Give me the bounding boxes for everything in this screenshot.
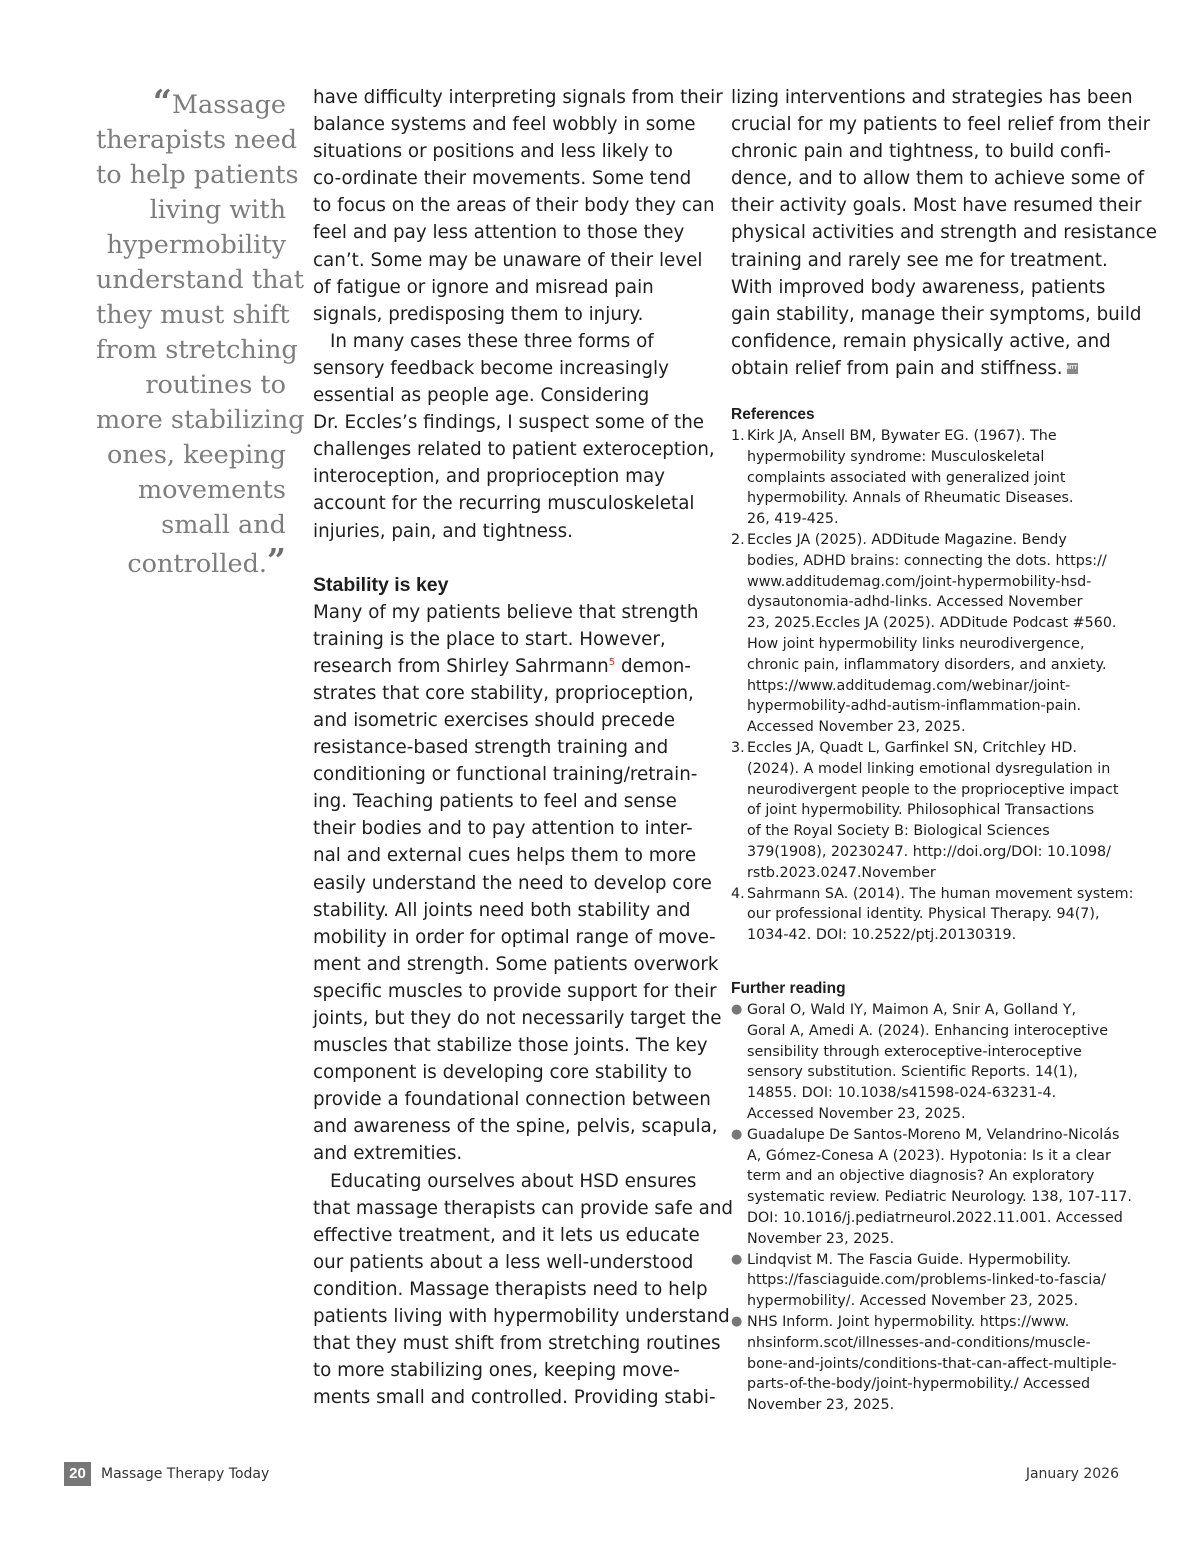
text-line: training and rarely see me for treatment. <box>731 249 1108 271</box>
reference-line: Accessed November 23, 2025. <box>747 719 966 736</box>
closing-paragraph <box>731 84 1157 382</box>
text-line: challenges related to patient exteroception, <box>313 439 715 461</box>
pull-quote-line: from stretching <box>96 335 298 365</box>
text-line: effective treatment, and it lets us educate <box>313 1224 700 1246</box>
reference-line: sensory substitution. Scientific Reports. 14(1), <box>747 1064 1078 1081</box>
further-reading-item <box>731 1000 1123 1125</box>
reference-link-line[interactable]: hypermobility-adhd-autism-inflammation-pain. <box>747 698 1082 715</box>
reference-number: 3. <box>731 739 745 756</box>
reference-line: hypermobility/. Accessed November 23, 2025. <box>747 1293 1079 1310</box>
reference-line: (2024). A model linking emotional dysregulation in <box>747 760 1111 777</box>
reference-line: chronic pain, inflammatory disorders, and anxiety. <box>747 656 1107 673</box>
further-reading-item <box>731 1125 1132 1250</box>
text-line: ing. Teaching patients to feel and sense <box>313 791 677 813</box>
reference-link-line[interactable]: www.additudemag.com/joint-hypermobility-hsd- <box>747 573 1092 590</box>
pull-quote-line: more stabilizing <box>96 405 305 435</box>
text-line: to more stabilizing ones, keeping move- <box>313 1360 680 1382</box>
text-line: and extremities. <box>313 1143 463 1165</box>
reference-link-line[interactable]: rstb.2023.0247.November <box>747 864 936 881</box>
pull-quote-line: small and <box>161 510 286 540</box>
paragraph-3 <box>313 599 722 1168</box>
text-line: chronic pain and tightness, to build confi- <box>731 141 1111 163</box>
text-line: injuries, pain, and tightness. <box>313 520 573 542</box>
pull-quote-line: ones, keeping <box>106 440 286 470</box>
reference-line: hypermobility. Annals of Rheumatic Diseases. <box>747 490 1074 507</box>
page-number: 20 <box>64 1462 91 1486</box>
text-line: their bodies and to pay attention to inter- <box>313 818 693 840</box>
text-line: resistance-based strength training and <box>313 737 669 759</box>
further-reading-heading: Further reading <box>731 979 846 997</box>
text-line: physical activities and strength and resistance <box>731 222 1157 244</box>
text-line: essential as people age. Considering <box>313 385 650 407</box>
spacer <box>731 382 1123 404</box>
reference-line: Accessed November 23, 2025. <box>747 1105 966 1122</box>
reference-item <box>731 738 1123 884</box>
text-line: that they must shift from stretching routines <box>313 1333 721 1355</box>
reference-line: Goral O, Wald IY, Maimon A, Snir A, Golland Y, <box>747 1001 1077 1018</box>
reference-number: 2. <box>731 532 745 549</box>
text-line: nal and external cues helps them to more <box>313 845 697 867</box>
text-line: to focus on the areas of their body they can <box>313 195 715 217</box>
text-line: ments small and controlled. Providing stabi- <box>313 1387 716 1409</box>
bullet-icon: ● <box>731 1251 743 1267</box>
reference-item <box>731 884 1134 946</box>
text-line: Many of my patients believe that strength <box>313 601 699 623</box>
text-line: feel and pay less attention to those they <box>313 222 685 244</box>
issue-date: January 2026 <box>1025 1466 1119 1482</box>
reference-line: Goral A, Amedi A. (2024). Enhancing interoceptive <box>747 1022 1108 1039</box>
reference-number: 4. <box>731 885 745 902</box>
middle-column <box>313 84 734 1411</box>
reference-line: our professional identity. Physical Therapy. 94(7), <box>747 906 1100 923</box>
section-heading-stability: Stability is key <box>313 573 449 596</box>
reference-link-line[interactable]: bodies, ADHD brains: connecting the dots. https:// <box>747 552 1107 569</box>
text-line-last: obtain relief from pain and stiffness. MTT <box>731 357 1078 379</box>
pull-quote-line-last: controlled.” <box>127 541 286 580</box>
pull-quote-line: they must shift <box>96 300 290 330</box>
text-line: dence, and to allow them to achieve some of <box>731 168 1145 190</box>
text-line: Dr. Eccles’s findings, I suspect some of the <box>313 412 705 434</box>
reference-line: complaints associated with generalized joint <box>747 469 1066 486</box>
pull-quote-line: hypermobility <box>106 230 286 260</box>
text-line: co-ordinate their movements. Some tend <box>313 168 692 190</box>
text-line: strates that core stability, proprioception, <box>313 682 694 704</box>
text-line: sensory feedback become increasingly <box>313 357 669 379</box>
paragraph-4 <box>313 1168 734 1412</box>
reference-line: NHS Inform. Joint hypermobility. https://www. <box>747 1313 1070 1330</box>
text-line: of fatigue or ignore and misread pain <box>313 276 654 298</box>
text-line: specific muscles to provide support for their <box>313 980 717 1002</box>
further-reading-list <box>731 1000 1132 1416</box>
reference-line: Sahrmann SA. (2014). The human movement system: <box>747 885 1134 902</box>
reference-line: How joint hypermobility links neurodivergence, <box>747 636 1085 652</box>
reference-line: neurodivergent people to the proprioceptive impact <box>747 781 1119 798</box>
text-line: balance systems and feel wobbly in some <box>313 114 696 136</box>
reference-line: DOI: 10.1016/j.pediatrneurol.2022.11.001. Accessed <box>747 1209 1123 1226</box>
text-line: and awareness of the spine, pelvis, scapula, <box>313 1116 718 1138</box>
reference-line: Lindqvist M. The Fascia Guide. Hypermobility. <box>747 1251 1072 1268</box>
spacer <box>313 545 705 572</box>
text-line: situations or positions and less likely to <box>313 141 673 163</box>
open-quote-mark: “ <box>152 82 172 121</box>
pull-quote-line-1: “Massage <box>152 82 286 121</box>
reference-line: 26, 419-425. <box>747 511 839 528</box>
reference-line: 14855. DOI: 10.1038/s41598-024-63231-4. <box>747 1085 1057 1102</box>
text-line: account for the recurring musculoskeletal <box>313 493 695 515</box>
text-line: and isometric exercises should precede <box>313 709 675 731</box>
text-line: provide a foundational connection between <box>313 1089 711 1111</box>
pull-quote-line: living with <box>149 195 286 225</box>
reference-link-line[interactable]: nhsinform.scot/illnesses-and-conditions/muscle- <box>747 1334 1091 1351</box>
reference-line: November 23, 2025. <box>747 1397 895 1414</box>
paragraph-2 <box>313 328 715 545</box>
text-line: signals, predisposing them to injury. <box>313 303 644 325</box>
reference-link-line[interactable]: 379(1908), 20230247. http://doi.org/DOI: 10.1098/ <box>747 843 1111 860</box>
text-line: In many cases these three forms of <box>330 330 654 352</box>
references-heading: References <box>731 406 815 424</box>
text-line: confidence, remain physically active, and <box>731 330 1111 352</box>
pull-quote-line: to help patients <box>96 160 299 190</box>
bullet-icon: ● <box>731 1313 743 1329</box>
reference-number: 1. <box>731 428 745 445</box>
reference-link-line[interactable]: bone-and-joints/conditions-that-can-affect-multiple- <box>747 1355 1117 1372</box>
text-line: muscles that stabilize those joints. The key <box>313 1035 708 1057</box>
reference-line: 23, 2025.Eccles JA (2025). ADDitude Podcast #560. <box>747 615 1117 632</box>
pull-quote <box>96 82 305 582</box>
reference-line: Eccles JA (2025). ADDitude Magazine. Bendy <box>747 532 1067 549</box>
references-list <box>731 426 1134 946</box>
further-reading-item <box>731 1312 1123 1416</box>
text-line: can’t. Some may be unaware of their level <box>313 249 703 271</box>
text-line: training is the place to start. However, <box>313 628 666 650</box>
text-line: that massage therapists can provide safe and <box>313 1197 734 1219</box>
text-line-with-citation: research from Shirley Sahrmann$^5$ demon- <box>313 655 691 677</box>
reference-line: sensibility through exteroceptive-interoceptive <box>747 1043 1082 1060</box>
text-line: patients living with hypermobility understand <box>313 1306 730 1328</box>
text-line: With improved body awareness, patients <box>731 276 1106 298</box>
close-quote-mark: ” <box>267 541 286 580</box>
reference-line: Kirk JA, Ansell BM, Bywater EG. (1967). The <box>747 428 1057 445</box>
reference-line: systematic review. Pediatric Neurology. 138, 107-117. <box>747 1189 1132 1206</box>
text-line: conditioning or functional training/retrain- <box>313 764 698 786</box>
text-line: our patients about a less well-understood <box>313 1251 694 1273</box>
citation-superscript[interactable]: 5 <box>608 656 616 668</box>
reference-link-line[interactable]: https://fasciaguide.com/problems-linked-to-fascia/ <box>747 1272 1106 1289</box>
reference-line: term and an objective diagnosis? An exploratory <box>747 1168 1095 1185</box>
reference-line: Guadalupe De Santos-Moreno M, Velandrino-Nicolás <box>747 1126 1120 1143</box>
text-line: easily understand the need to develop core <box>313 872 712 894</box>
text-line: interoception, and proprioception may <box>313 466 665 488</box>
reference-line: A, Gómez-Conesa A (2023). Hypotonia: Is it a clear <box>747 1147 1111 1164</box>
paragraph-1 <box>313 84 723 328</box>
reference-line: November 23, 2025. <box>747 1230 895 1247</box>
text-line: joints, but they do not necessarily target the <box>313 1008 722 1029</box>
pull-quote-line: understand that <box>96 265 304 295</box>
text-line: Educating ourselves about HSD ensures <box>330 1170 697 1192</box>
text-line: have difficulty interpreting signals from their <box>313 87 723 108</box>
reference-link-line[interactable]: https://www.additudemag.com/webinar/joint- <box>747 677 1071 694</box>
reference-line: 1034-42. DOI: 10.2522/ptj.20130319. <box>747 927 1017 944</box>
text-line: crucial for my patients to feel relief from their <box>731 114 1151 136</box>
text-line: mobility in order for optimal range of move- <box>313 926 716 948</box>
reference-item <box>731 426 1123 530</box>
text-line: stability. All joints need both stability and <box>313 899 691 921</box>
reference-item <box>731 530 1123 738</box>
text-line: gain stability, manage their symptoms, build <box>731 303 1142 325</box>
spacer <box>731 946 1123 978</box>
text-line: ment and strength. Some patients overwork <box>313 953 719 975</box>
reference-link-line[interactable]: dysautonomia-adhd-links. Accessed November <box>747 594 1083 611</box>
pull-quote-line: movements <box>137 475 286 505</box>
bullet-icon: ● <box>731 1001 743 1017</box>
reference-line: of the Royal Society B: Biological Sciences <box>747 823 1050 840</box>
text-line: condition. Massage therapists need to help <box>313 1278 708 1300</box>
bullet-icon: ● <box>731 1126 743 1142</box>
text-line: their activity goals. Most have resumed their <box>731 195 1142 217</box>
pull-quote-line: therapists need <box>96 125 298 155</box>
right-column <box>731 84 1157 1416</box>
publication-name: Massage Therapy Today <box>101 1466 270 1482</box>
reference-line: hypermobility syndrome: Musculoskeletal <box>747 448 1045 465</box>
further-reading-item <box>731 1250 1123 1312</box>
text-line: lizing interventions and strategies has been <box>731 87 1133 108</box>
reference-line: parts-of-the-body/joint-hypermobility./ Accessed <box>747 1376 1091 1393</box>
end-mark-icon: MTT <box>1067 363 1078 374</box>
reference-line: of joint hypermobility. Philosophical Transactions <box>747 802 1095 819</box>
text-line: component is developing core stability to <box>313 1062 692 1084</box>
pull-quote-line: routines to <box>145 370 286 400</box>
reference-line: Eccles JA, Quadt L, Garfinkel SN, Critchley HD. <box>747 739 1077 756</box>
